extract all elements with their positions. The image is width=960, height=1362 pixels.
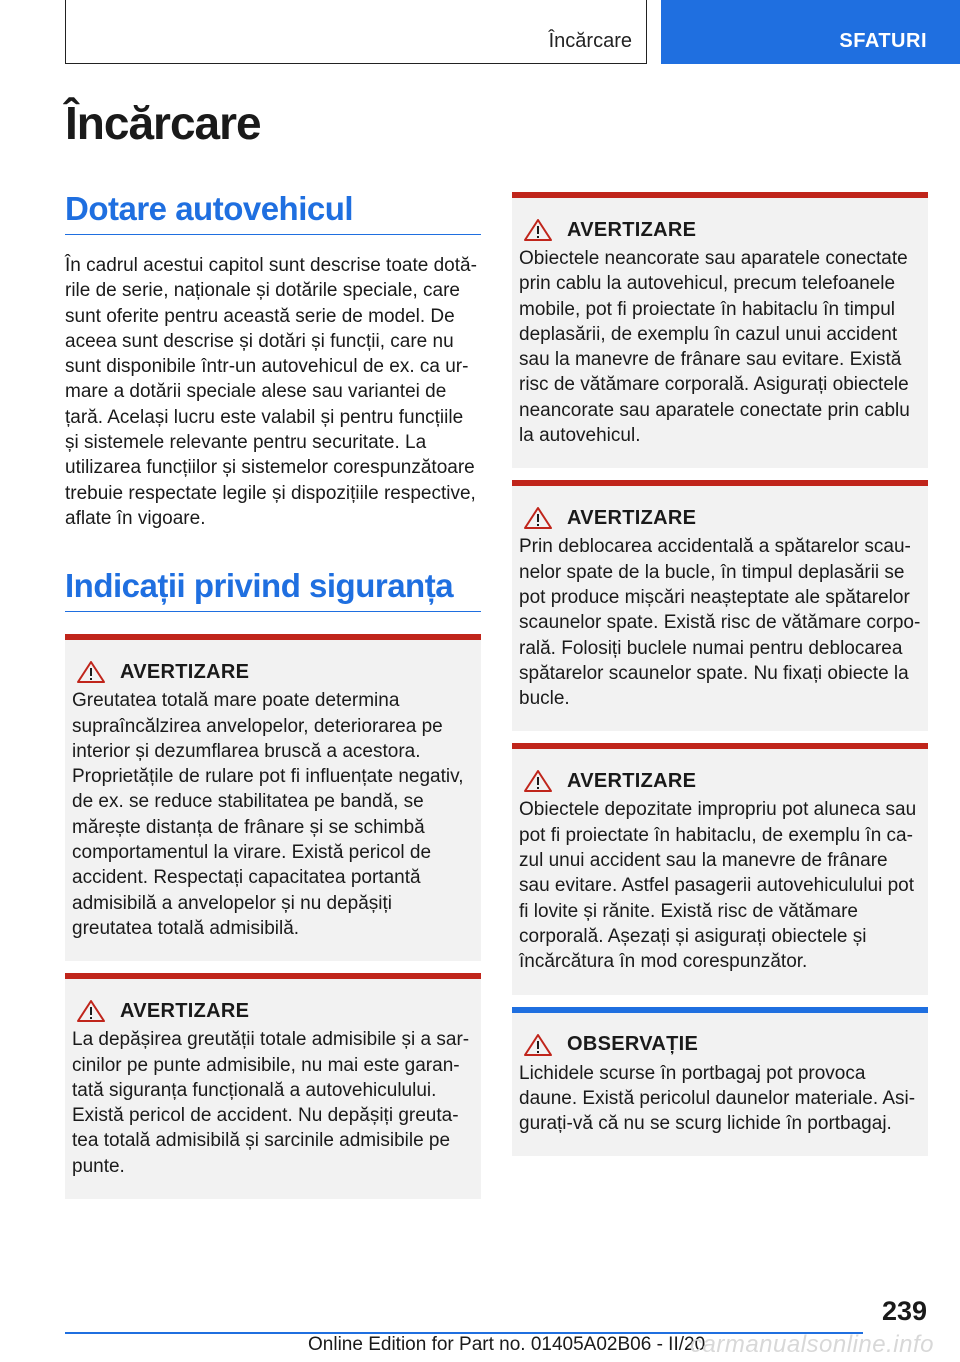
warning-header [72,999,474,1023]
warning-box [512,743,928,994]
warning-header [72,660,474,684]
header-chapter-box [65,0,647,64]
warning-header [519,218,921,242]
note-title: OBSERVAȚIE [567,1033,699,1056]
header-chapter-label: Încărcare [548,30,632,52]
warning-text: Obiectele neancorate sau aparatele conectate prin cablu la autovehicul, precum telefoanele mobile, pot fi proiectate în habitaclu în timpul deplasării, de exemplu în cazul unui accident sau la manevre de frânare sau evitare. Există risc de vătămare corporală. Asigurați obiectele neancorate sau aparatele conectate prin cablu la autovehicul. [519,248,910,447]
warning-triangle-icon [523,1033,553,1057]
warning-title: AVERTIZARE [120,660,250,683]
note-text: Lichidele scurse în portbagaj pot provoca daune. Există pericolul daunelor materiale. Asigurați-vă că nu se scurg lichide în portbagaj. [519,1062,916,1135]
watermark: carmanualsonline.info [690,1331,934,1358]
note-box [512,1007,928,1157]
warning-triangle-icon [76,660,106,684]
warning-title: AVERTIZARE [567,218,697,241]
note-header [519,1033,921,1057]
warning-triangle-icon [76,999,106,1023]
warning-triangle-icon [523,769,553,793]
warning-box [512,480,928,731]
right-column [512,192,928,1156]
section-title-dotare: Dotare autovehicul [65,190,481,235]
warning-header [519,506,921,530]
page-title: Încărcare [65,97,261,149]
warning-text: La depășirea greutății totale admisibile și a sarcinilor pe punte admisibile, nu mai este garantată siguranța funcțională a autovehiculului. Există pericol de accident. Nu depășiți greutatea totală admisibilă și sarcinile admisibile pe punte. [72,1029,470,1177]
warning-box [512,192,928,468]
warning-text: Prin deblocarea accidentală a spătarelor scaunelor spate de la bucle, în timpul deplasării se pot produce mișcări neașteptate ale spătarelor scaunelor spate. Există risc de vătămare corporală. Folosiți buclele numai pentru deblocarea spătarelor scaunelor spate. Nu fixați obiecte la bucle. [519,536,921,710]
left-column [65,190,481,1199]
warning-title: AVERTIZARE [120,999,250,1022]
warning-box [65,973,481,1199]
warning-title: AVERTIZARE [567,506,697,529]
section-text-dotare: În cadrul acestui capitol sunt descrise toate dotările de serie, naționale și dotările speciale, care sunt oferite pentru această serie de model. De aceea sunt descrise și dotări și funcții, care nu sunt disponibile într-un autovehicul de ex. ca urmare a dotării speciale alese sau variantei de țară. Același lucru este valabil și pentru funcțiile și sistemele relevante pentru securitate. La utilizarea funcțiilor și sistemelor corespunzătoare trebuie respectate legile și dispozițiile respective, aflate în vigoare. [65,255,477,529]
warning-header [519,769,921,793]
warning-triangle-icon [523,506,553,530]
warning-text: Greutatea totală mare poate determina supraîncălzirea anvelopelor, deteriorarea pe interior și dezumflarea bruscă a acestora. Proprietățile de rulare pot fi influențate negativ, de ex. se reduce stabilitatea pe bandă, se mărește distanța de frânare și se schimbă comportamentul la virare. Există pericol de accident. Respectați capacitatea portantă admisibilă a anvelopelor și nu depășiți greutatea totală admisibilă. [72,690,464,939]
warning-triangle-icon [523,218,553,242]
footer-edition: Online Edition for Part no. 01405A02B06 - II/20 [308,1334,706,1355]
warning-box [65,634,481,961]
header-section-tab[interactable] [661,0,960,64]
section-title-siguranta: Indicații privind siguranța [65,567,481,612]
warning-text: Obiectele depozitate impropriu pot aluneca sau pot fi proiectate în habitaclu, de exemplu în cazul unui accident sau la manevre de frânare sau evitare. Astfel pasagerii autovehiculului pot fi lovite și rănite. Există risc de vătămare corporală. Așezați și asigurați obiectele și încărcătura în mod corespunzător. [519,799,917,973]
header-section-tab-label: SFATURI [839,30,927,52]
warning-title: AVERTIZARE [567,769,697,792]
page-number: 239 [881,1296,927,1326]
